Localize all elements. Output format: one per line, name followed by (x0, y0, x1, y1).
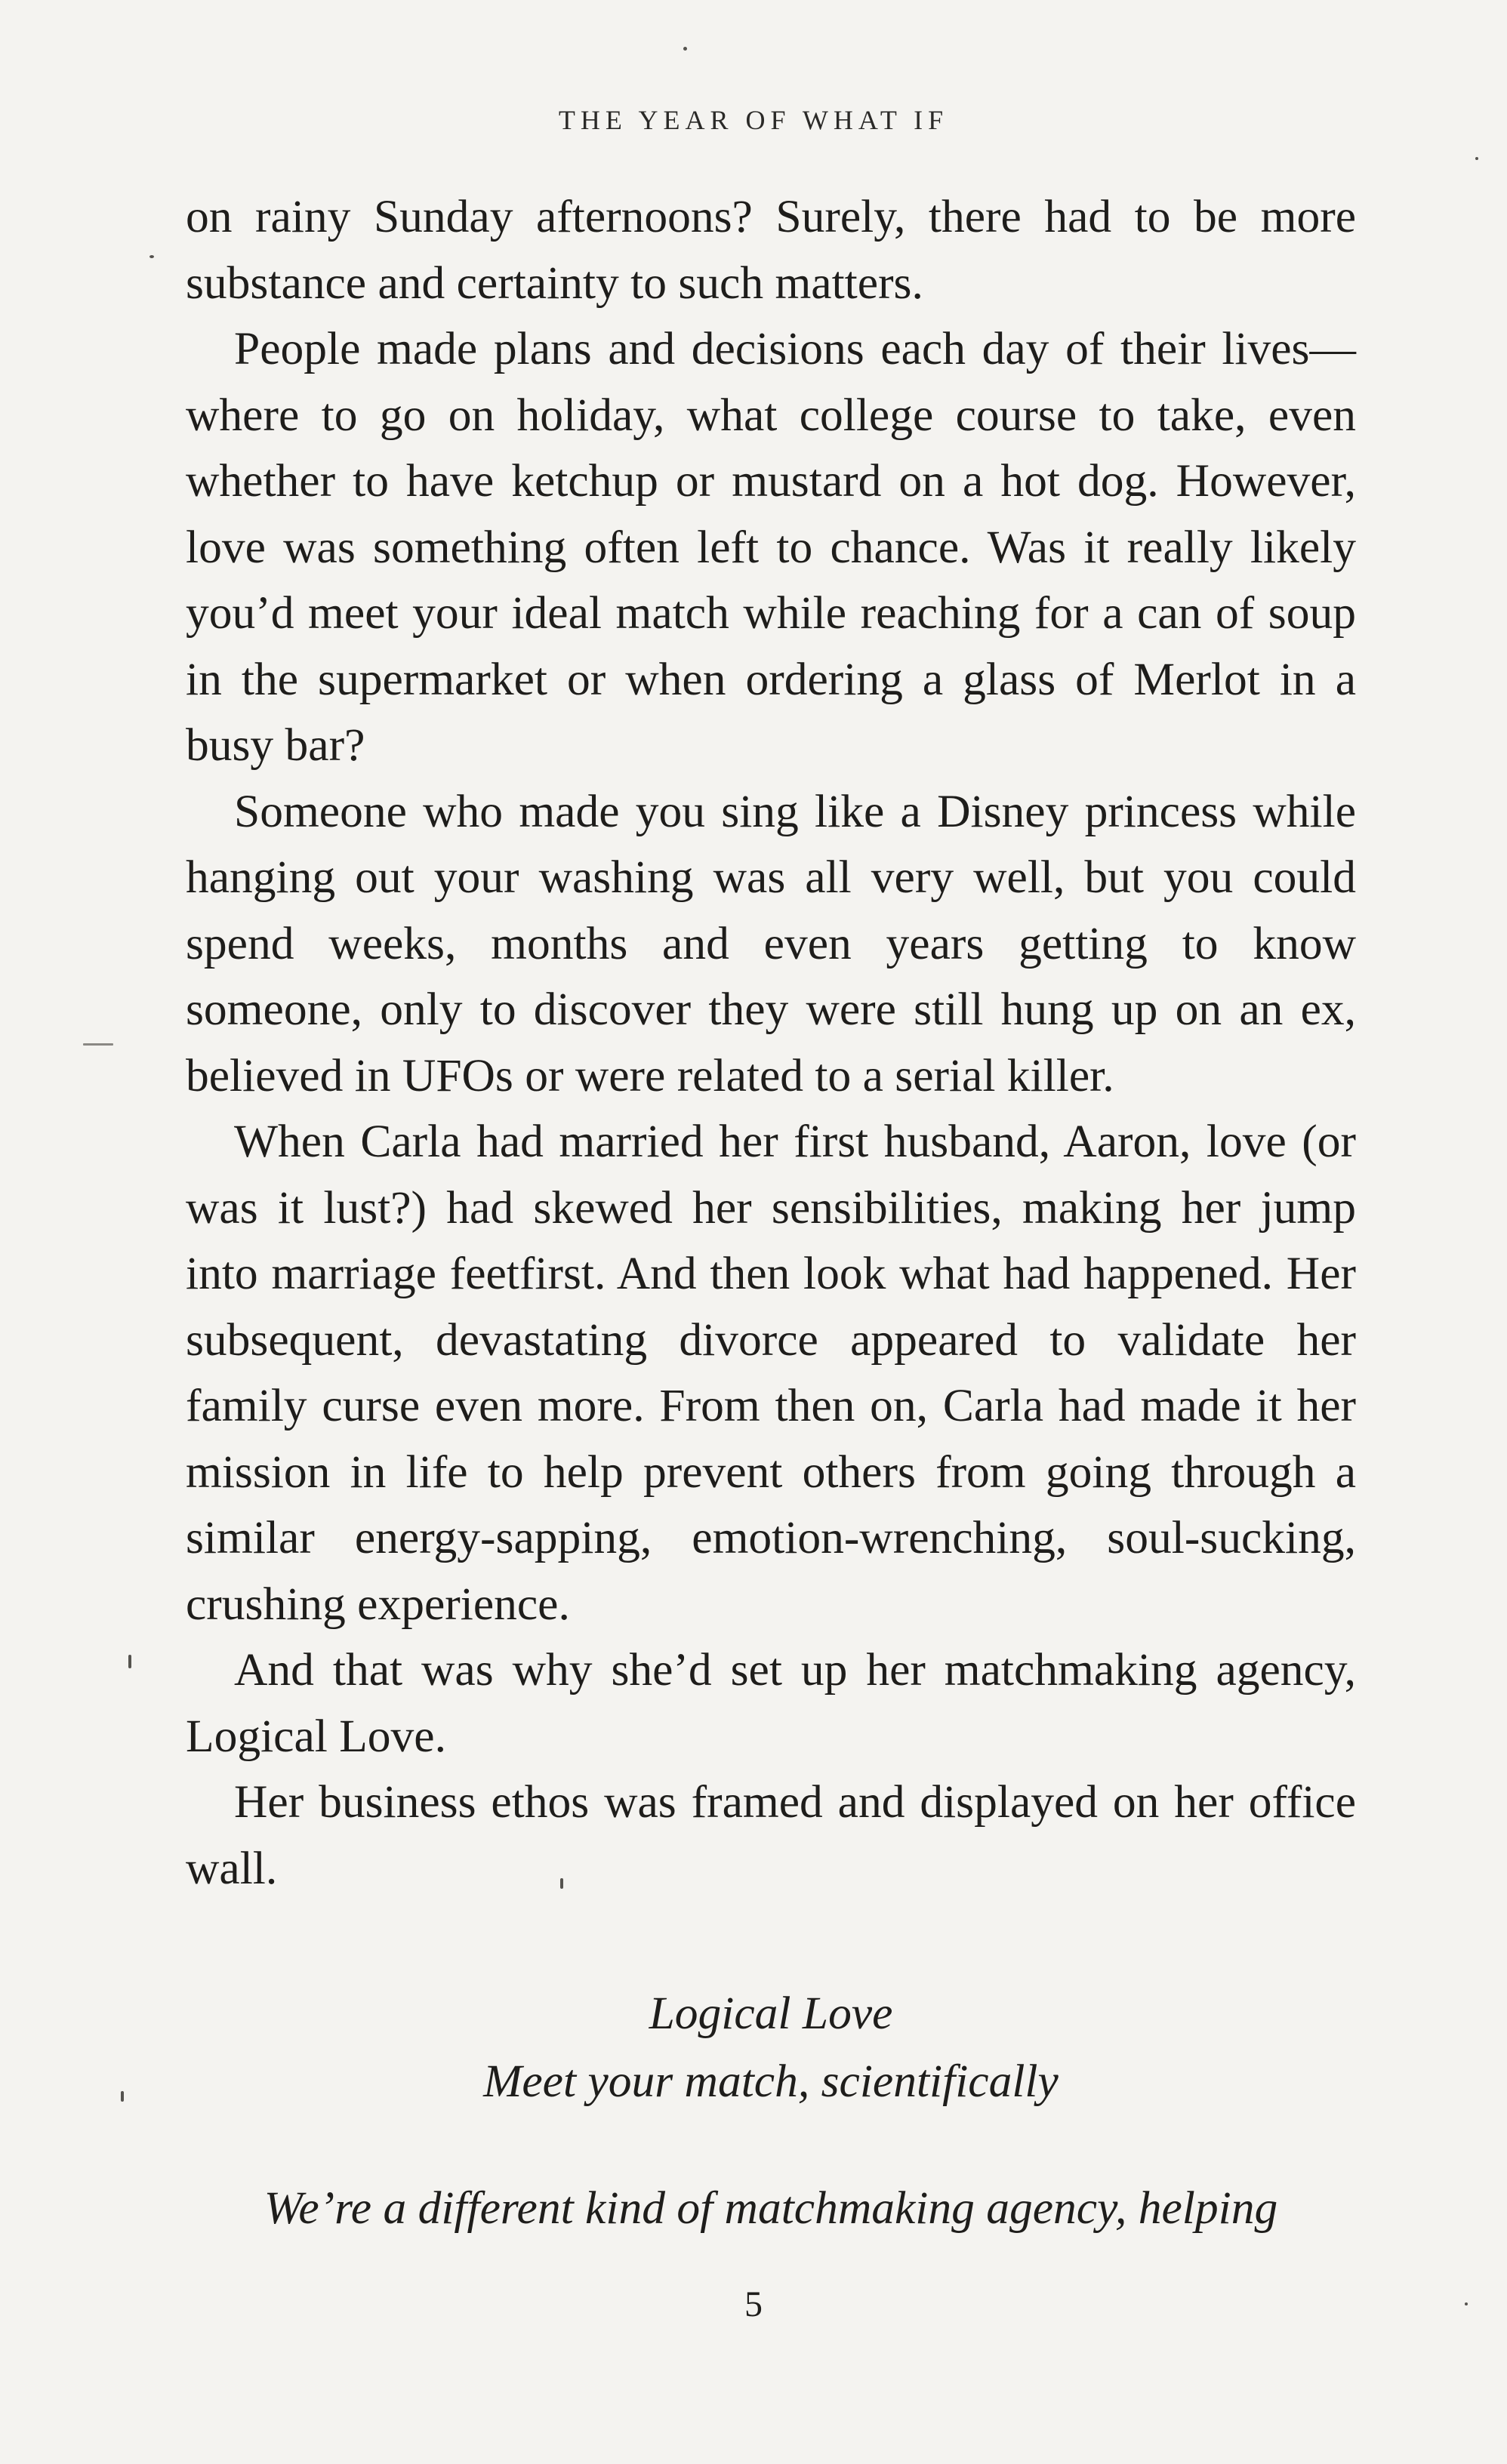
body-text (186, 184, 1356, 1902)
scan-speck (149, 255, 154, 258)
paragraph-4: When Carla had married her first husband, Aaron, love (or was it lust?) had skewed her sensibilities, making her jump into marriage feetfirst. And then look what had happened. Her subsequent, devastating divorce appeared to validate her family curse even more. From then on, Carla had made it her mission in life to help prevent others from going through a similar energy-sapping, emotion-wrenching, soul-sucking, crushing experience. (186, 1116, 1356, 1630)
ethos-subtitle: Meet your match, scientifically (483, 2056, 1059, 2107)
scan-speck (121, 2091, 124, 2102)
ethos-line: We’re a different kind of matchmaking agency, helping (263, 2182, 1278, 2234)
running-head: THE YEAR OF WHAT IF (558, 105, 949, 135)
scan-speck (1475, 157, 1478, 160)
ethos-title: Logical Love (649, 1988, 893, 2039)
scan-speck (560, 1878, 563, 1889)
paragraph-5: And that was why she’d set up her matchmaking agency, Logical Love. (186, 1644, 1356, 1762)
paragraph-1: on rainy Sunday afternoons? Surely, there had to be more substance and certainty to such matters. (186, 191, 1356, 309)
scan-speck (128, 1655, 131, 1668)
paragraph-6: Her business ethos was framed and displayed on her office wall. (186, 1776, 1356, 1894)
page-number: 5 (744, 2284, 763, 2324)
paragraph-2: People made plans and decisions each day of their lives—where to go on holiday, what college course to take, even whether to have ketchup or mustard on a hot dog. However, love was something often left to chance. Was it really likely you’d meet your ideal match while reaching for a can of soup in the supermarket or when ordering a glass of Merlot in a busy bar? (186, 323, 1356, 771)
scan-speck (683, 47, 687, 51)
scan-speck (1465, 2302, 1468, 2305)
scan-speck (83, 1043, 113, 1046)
paragraph-3: Someone who made you sing like a Disney princess while hanging out your washing was all very well, but you could spend weeks, months and even years getting to know someone, only to discover they were still hung up on an ex, believed in UFOs or were related to a serial killer. (186, 785, 1356, 1101)
